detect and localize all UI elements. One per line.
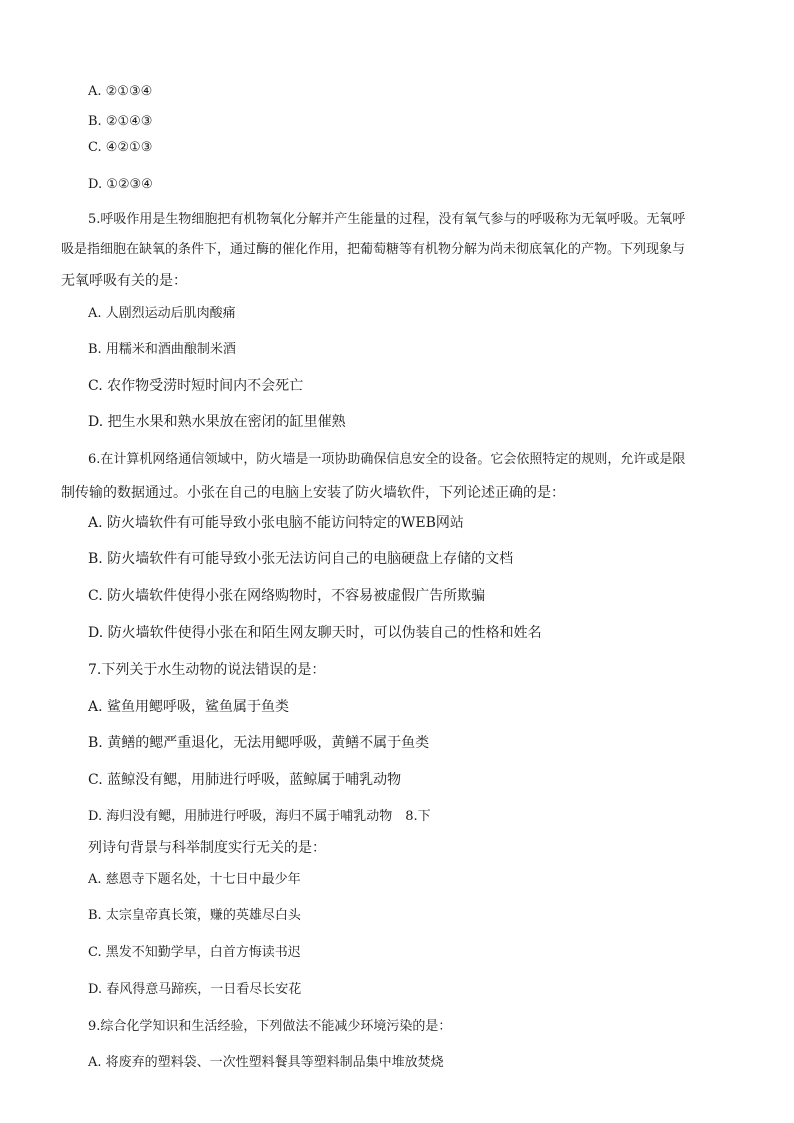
q5-option-a: A. 人剧烈运动后肌肉酸痛 — [88, 306, 236, 321]
q5-option-c: C. 农作物受涝时短时间内不会死亡 — [88, 378, 304, 394]
q4-option-a: A. ②①③④ — [88, 84, 153, 99]
q8-option-d: D. 春风得意马蹄疾，一日看尽长安花 — [88, 982, 302, 997]
q6-stem-line-1: 6.在计算机网络通信领域中，防火墙是一项协助确保信息安全的设备。它会依照特定的规则，允许或是限 — [88, 452, 686, 467]
q7-option-b: B. 黄鳝的鳃严重退化，无法用鳃呼吸，黄鳝不属于鱼类 — [88, 735, 430, 751]
q7-stem: 7.下列关于水生动物的说法错误的是： — [88, 662, 326, 678]
q6-option-b: B. 防火墙软件有可能导致小张无法访问自己的电脑硬盘上存储的文档 — [88, 551, 514, 567]
q5-stem-line-3: 无氧呼吸有关的是： — [61, 273, 187, 289]
q5-option-b: B. 用糯米和酒曲酿制米酒 — [88, 342, 236, 357]
q7-option-d: D. 海归没有鳃，用肺进行呼吸，海归不属于哺乳动物 8.下 — [88, 809, 431, 824]
q8-option-c: C. 黑发不知勤学早，白首方悔读书迟 — [88, 945, 301, 960]
q9-stem: 9.综合化学知识和生活经验，下列做法不能减少环境污染的是： — [88, 1019, 452, 1034]
q8-option-b: B. 太宗皇帝真长策，赚的英雄尽白头 — [88, 908, 301, 923]
q6-stem-line-2: 制传输的数据通过。小张在自己的电脑上安装了防火墙软件，下列论述正确的是： — [61, 485, 565, 501]
q6-option-a: A. 防火墙软件有可能导致小张电脑不能访问特定的WEB网站 — [88, 515, 464, 531]
q4-option-b: B. ②①④③ — [88, 114, 153, 129]
q9-option-a: A. 将废弃的塑料袋、一次性塑料餐具等塑料制品集中堆放焚烧 — [88, 1055, 444, 1070]
q6-option-c: C. 防火墙软件使得小张在网络购物时，不容易被虚假广告所欺骗 — [88, 588, 486, 604]
q6-option-d: D. 防火墙软件使得小张在和陌生网友聊天时，可以伪装自己的性格和姓名 — [88, 625, 542, 641]
q7-option-c: C. 蓝鲸没有鳃，用肺进行呼吸，蓝鲸属于哺乳动物 — [88, 772, 402, 788]
q7-option-a: A. 鲨鱼用鳃呼吸，鲨鱼属于鱼类 — [88, 699, 290, 715]
q5-stem-line-1: 5.呼吸作用是生物细胞把有机物氧化分解并产生能量的过程，没有氧气参与的呼吸称为无氧呼吸。无氧呼 — [88, 212, 686, 227]
q5-option-d: D. 把生水果和熟水果放在密闭的缸里催熟 — [88, 414, 346, 430]
q8-option-a: A. 慈恩寺下题名处，十七日中最少年 — [88, 872, 301, 887]
q4-option-c: C. ④②①③ — [88, 140, 153, 155]
q4-option-d: D. ①②③④ — [88, 177, 153, 192]
q5-stem-line-2: 吸是指细胞在缺氧的条件下，通过酶的催化作用，把葡萄糖等有机物分解为尚未彻底氧化的产物。下列现象与 — [61, 242, 686, 257]
q8-stem: 列诗句背景与科举制度实行无关的是： — [88, 840, 326, 856]
